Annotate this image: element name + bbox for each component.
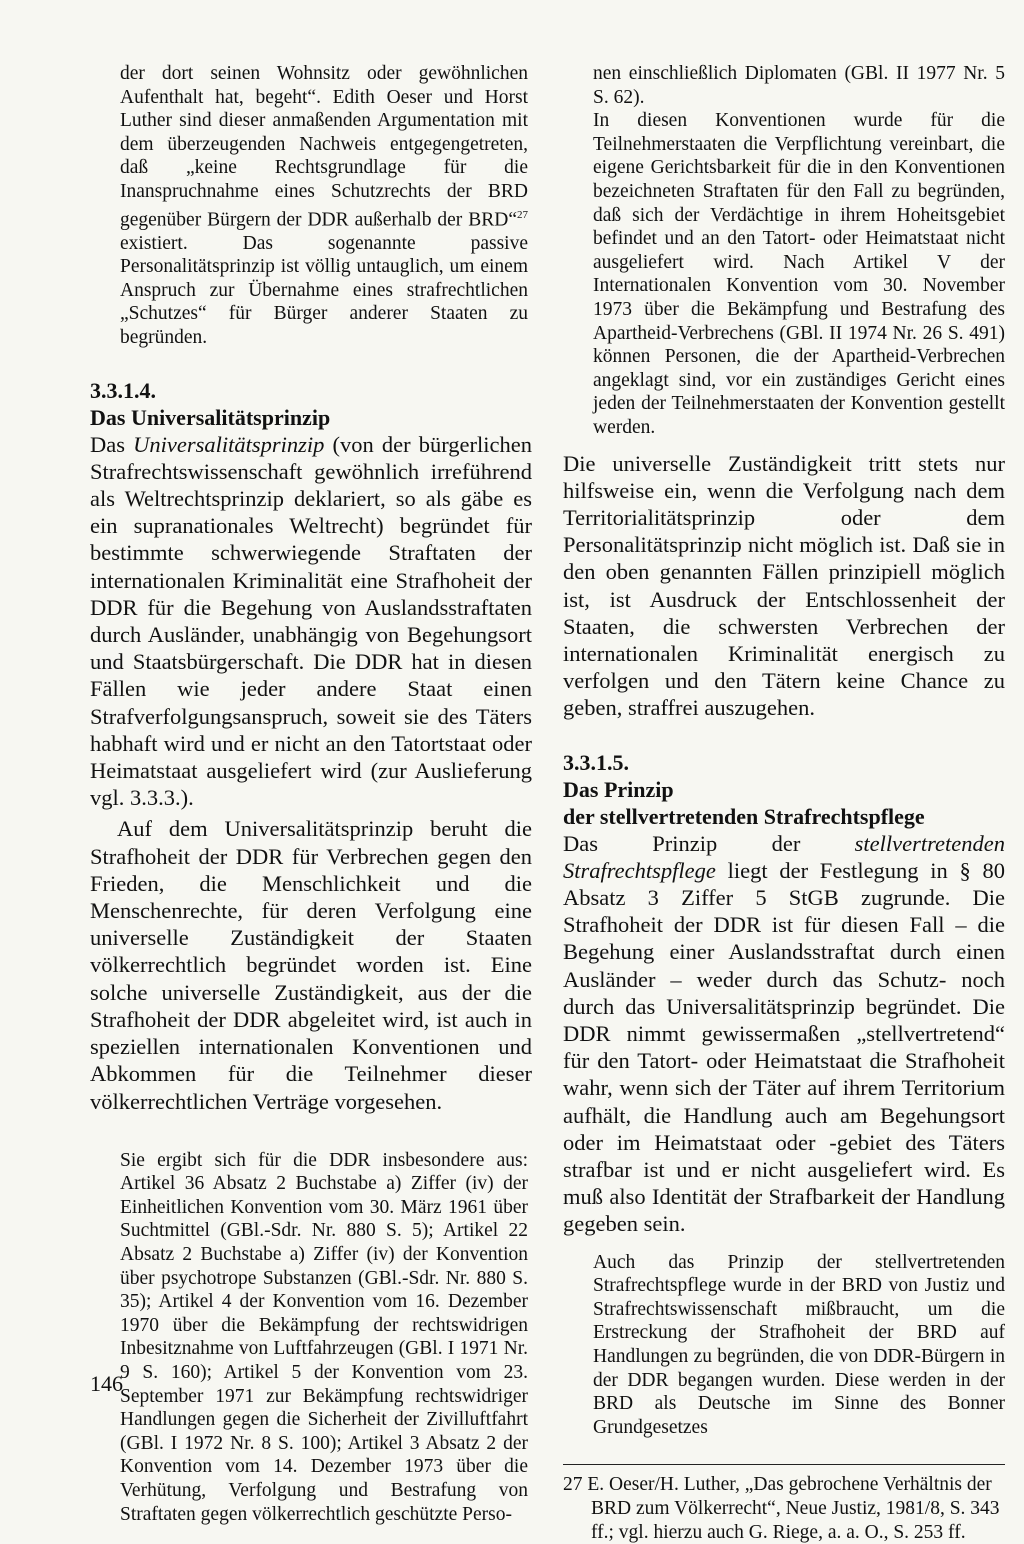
paragraph-text: liegt der Festlegung in § 80 Absatz 3 Ziffer 5 StGB zugrunde. Die Strafhoheit der DDR ist für diesen Fall – die Begehung einer Auslandsstraftat durch einen Ausländer – weder durch das Schutz- noch durch das Universalitätsprinzip begründet. Die DDR nimmt gewissermaßen „stellvertretend“ für den Tatort- oder Heimatstaat die Strafhoheit wahr, wenn sich der Täter auf ihrem Territorium aufhält, die Handlung auch am Begehungsort oder im Heimatstaat oder -gebiet des Täters strafbar ist und er nicht ausgeliefert wird. Es muß also Identität der Strafbarkeit der Handlung gegeben sein. bbox=[563, 857, 1005, 1237]
footnote-reference: 27 bbox=[517, 208, 528, 221]
note-paragraph: Auch das Prinzip der stellvertretenden Strafrechtspflege wurde in der BRD von Justiz und Strafrechtswissenschaft mißbraucht, um die Erstreckung der Strafhoheit der BRD auf Handlungen zu begründen, die von DDR-Bürgern in der DDR begangen wurden. Diese werden in der BRD als Deutsche im Sinne des Bonner Grundgesetzes bbox=[593, 1251, 1005, 1438]
footnote-divider bbox=[563, 1464, 1005, 1465]
section-number: 3.3.1.4. bbox=[90, 377, 156, 403]
body-paragraph: Auf dem Universalitätsprinzip beruht die Strafhoheit der DDR für Verbrechen gegen den Frieden, die Menschlichkeit und die Menschenrechte, für deren Verfolgung eine universelle Zuständigkeit der Staaten völkerrechtlich begründet worden ist. Eine solche universelle Zuständigkeit, aus der die Strafhoheit der DDR abgeleitet wird, ist auch in speziellen internationalen Konventionen und Abkommen für die Teilnehmer dieser völkerrechtlichen Verträge vorgesehen. bbox=[90, 816, 532, 1114]
body-paragraph bbox=[90, 431, 532, 812]
continuation-paragraph: nen einschließlich Diplomaten (GBl. II 1977 Nr. 5 S. 62). bbox=[593, 63, 1005, 108]
page-number: 146 bbox=[90, 1371, 123, 1396]
continuation-paragraph bbox=[90, 62, 532, 350]
right-column bbox=[563, 62, 1005, 1544]
section-title: Das Universalitätsprinzip bbox=[90, 404, 331, 430]
paragraph-lead: Das bbox=[90, 431, 134, 457]
note-paragraph: Sie ergibt sich für die DDR insbesondere aus: Artikel 36 Absatz 2 Buchstabe a) Ziffer (iv) der Einheitlichen Konvention vom 30. März 1961 über Suchtmittel (GBl.-Sdr. Nr. 880 S. 5); Artikel 22 Absatz 2 Buchstabe a) Ziffer (iv) der Konvention über psychotrope Substanzen (GBl.-Sdr. Nr. 880 S. 35); Artikel 4 der Konvention vom 16. Dezember 1970 über die Bekämpfung der rechtswidrigen Inbesitznahme von Luftfahrzeugen (GBl. I 1971 Nr. 9 S. 160); Artikel 5 der Konvention vom 23. September 1971 zur Bekämpfung rechtswidriger Handlungen gegen die Sicherheit der Zivilluftfahrt (GBl. I 1972 Nr. 8 S. 100); Artikel 3 Absatz 2 der Konvention vom 14. Dezember 1973 über die Verhütung, Verfolgung und Bestrafung von Straftaten gegen völkerrechtlich geschützte Perso- bbox=[120, 1149, 528, 1525]
emphasized-term: stellvertretenden Strafrechtspflege bbox=[563, 830, 1005, 883]
body-paragraph: Die universelle Zuständigkeit tritt stets nur hilfsweise ein, wenn die Verfolgung nach dem Territorialitätsprinzip oder dem Personalitätsprinzip nicht möglich ist. Daß sie in den oben genannten Fällen prinzipiell möglich ist, ist Ausdruck der Entschlossenheit der Staaten, die schwersten Verbrechen der internationalen Kriminalität energisch zu verfolgen und den Tätern keine Chance zu geben, straffrei auszugehen. bbox=[563, 450, 1005, 721]
emphasized-term: Universalitätsprinzip bbox=[133, 431, 325, 457]
note-paragraph: In diesen Konventionen wurde für die Teilnehmerstaaten die Verpflichtung vereinbart, die eigene Gerichtsbarkeit für die in den Konventionen bezeichneten Straftaten für den Fall zu begründen, daß sich der Verdächtige in ihrem Hoheitsgebiet befindet und an den Tatort- oder Heimatstaat nicht ausgeliefert wird. Nach Artikel V der Internationalen Konvention vom 30. November 1973 über die Bekämpfung und Bestrafung des Apartheid-Verbrechens (GBl. II 1974 Nr. 26 S. 491) können Personen, die der Apartheid-Verbrechen angeklagt sind, vor ein zuständiges Gericht eines jeden der Teilnehmerstaaten der Konvention gestellt werden. bbox=[593, 110, 1005, 438]
continuation-text: der dort seinen Wohnsitz oder gewöhnlichen Aufenthalt hat, begeht“. Edith Oeser und Horst Luther sind dieser anmaßenden Argumentation mit dem überzeugenden Nachweis entgegengetreten, daß „keine Rechtsgrundlage für die Inanspruchnahme eines Schutzrechts der BRD gegenüber Bürgern der DDR außerhalb der BRD“ bbox=[120, 63, 528, 231]
section-number: 3.3.1.5. bbox=[563, 749, 629, 775]
section-title-line2: der stellvertretenden Strafrechtspflege bbox=[563, 803, 925, 829]
body-paragraph bbox=[563, 830, 1005, 1238]
paragraph-text: (von der bürgerlichen Strafrechtswissenschaft gewöhnlich irreführend als Weltrechtsprinzip deklariert, so als gäbe es ein supranationales Weltrecht) begründet für bestimmte schwerwiegende Straftaten der internationalen Kriminalität eine Strafhoheit der DDR für die Begehung von Auslandsstraftaten durch Ausländer, unabhängig von Begehungsort und Staatsbürgerschaft. Die DDR hat in diesen Fällen wie jeder andere Staat einen Strafverfolgungsanspruch, soweit sie des Täters habhaft wird und er nicht an den Tatortstaat oder Heimatstaat ausgeliefert wird (zur Auslieferung vgl. 3.3.3.). bbox=[90, 431, 532, 811]
section-title: Das Prinzip bbox=[563, 776, 674, 802]
paragraph-lead: Das Prinzip der bbox=[563, 830, 855, 856]
left-column bbox=[90, 62, 532, 1526]
footnote: 27 E. Oeser/H. Luther, „Das gebrochene Verhältnis der BRD zum Völkerrecht“, Neue Justiz, 1981/8, S. 343 ff.; vgl. hierzu auch G. Riege, a. a. O., S. 253 ff. bbox=[563, 1474, 1000, 1543]
continuation-text-end: existiert. Das sogenannte passive Personalitätsprinzip ist völlig untauglich, um einem Anspruch zur Übernahme eines strafrechtlichen „Schutzes“ für Bürger anderer Staaten zu begründen. bbox=[120, 232, 528, 349]
